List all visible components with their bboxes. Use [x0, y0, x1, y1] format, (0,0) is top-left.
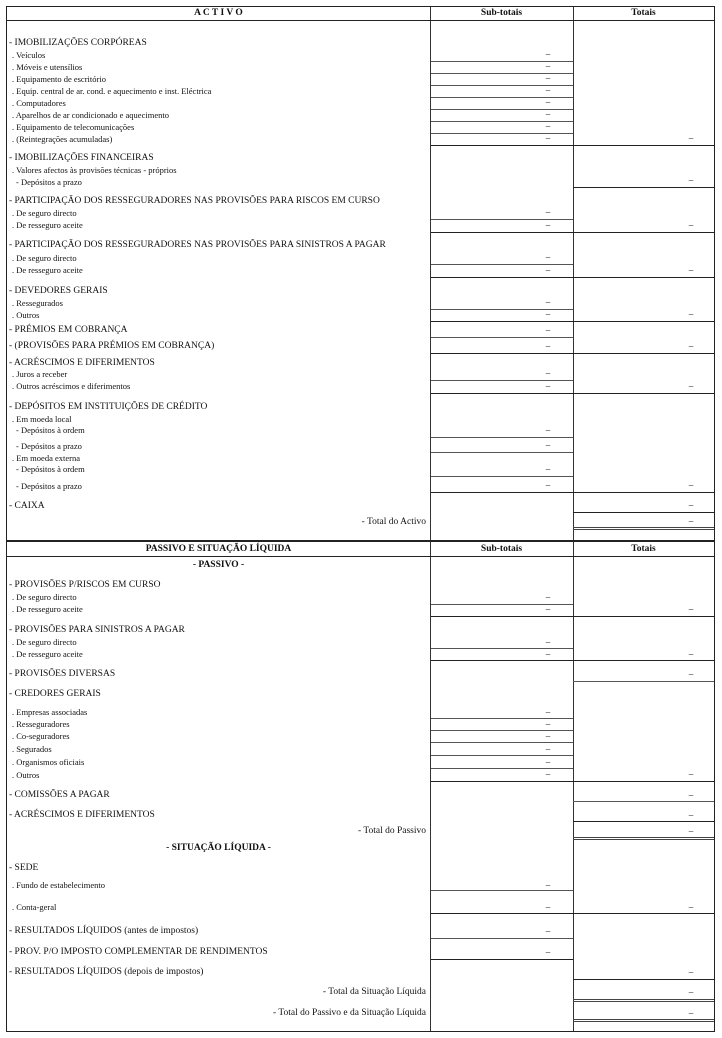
- subtotal-premios-cobranca[interactable]: –: [545, 325, 551, 335]
- section-premios-cobranca: - PRÉMIOS EM COBRANÇA: [9, 325, 128, 335]
- item-computadores: . Computadores: [12, 98, 66, 108]
- item-resseguro-aceite: . De resseguro aceite: [12, 604, 83, 614]
- section-participacao-riscos: - PARTICIPAÇÃO DOS RESSEGURADORES NAS PROVISÕES PARA RISCOS EM CURSO: [9, 196, 380, 206]
- item-telecom: . Equipamento de telecomunicações: [12, 122, 135, 132]
- section-imobilizacoes-corporeas: - IMOBILIZAÇÕES CORPÓREAS: [9, 38, 147, 48]
- row-rule: [431, 742, 573, 743]
- section-comissoes-pagar: - COMISSÕES A PAGAR: [9, 790, 110, 800]
- total-premios[interactable]: –: [688, 341, 694, 351]
- subtotal-computadores[interactable]: –: [545, 97, 551, 107]
- total-credores-gerais[interactable]: –: [688, 769, 694, 779]
- row-rule: [431, 437, 573, 438]
- subtotal-conta-geral[interactable]: –: [545, 902, 551, 912]
- row-rule: [431, 452, 573, 453]
- situacao-liquida-heading: - SITUAÇÃO LÍQUIDA -: [166, 843, 271, 853]
- subtotal-sinistros-seguro-directo[interactable]: –: [545, 252, 551, 262]
- section-rule: [573, 187, 714, 188]
- subtotal-riscos-resseguro-aceite[interactable]: –: [545, 220, 551, 230]
- section-credores-gerais: - CREDORES GERAIS: [9, 689, 101, 699]
- activo-totais-header: Totais: [631, 8, 656, 18]
- total-double-rule: [573, 837, 714, 840]
- total-caixa[interactable]: –: [688, 500, 694, 510]
- section-rule: [431, 321, 714, 322]
- activo-subtotais-header: Sub-totais: [480, 8, 523, 18]
- item-moeda-local: . Em moeda local: [12, 414, 72, 424]
- total-provisoes-sinistros[interactable]: –: [688, 649, 694, 659]
- total-provisoes-diversas[interactable]: –: [688, 669, 694, 679]
- subtotal-co-seguradores[interactable]: –: [545, 731, 551, 741]
- total-devedores-gerais[interactable]: –: [688, 309, 694, 319]
- section-rule: [431, 145, 714, 146]
- row-rule: [573, 512, 714, 513]
- section-prov-imposto: - PROV. P/O IMPOSTO COMPLEMENTAR DE RENDIMENTOS: [9, 947, 268, 957]
- subtotal-moveis[interactable]: –: [545, 61, 551, 71]
- subtotal-p-riscos-aceite[interactable]: –: [545, 604, 551, 614]
- item-seguro-directo: . De seguro directo: [12, 253, 77, 263]
- subtotal-sinistros-resseguro-aceite[interactable]: –: [545, 265, 551, 275]
- subtotal-empresas-associadas[interactable]: –: [545, 707, 551, 717]
- item-resseguradores: . Resseguradores: [12, 719, 70, 729]
- passivo-top-rule: [7, 540, 714, 542]
- section-sede: - SEDE: [9, 863, 39, 873]
- item-organismos-oficiais: . Organismos oficiais: [12, 757, 85, 767]
- item-juros-receber: . Juros a receber: [12, 369, 68, 379]
- total-double-rule: [573, 527, 714, 530]
- subtotal-organismos[interactable]: –: [545, 757, 551, 767]
- total-resultados-depois[interactable]: –: [688, 967, 694, 977]
- section-provisoes-premios: - (PROVISÕES PARA PRÉMIOS EM COBRANÇA): [9, 341, 215, 351]
- item-seguro-directo: . De seguro directo: [12, 637, 77, 647]
- subtotal-p-riscos-directo[interactable]: –: [545, 592, 551, 602]
- subtotal-reintegracoes[interactable]: –: [545, 133, 551, 143]
- total-activo-label: - Total do Activo: [361, 517, 426, 527]
- subtotal-resseguradores[interactable]: –: [545, 719, 551, 729]
- subtotal-aparelhos-ar[interactable]: –: [545, 109, 551, 119]
- subtotal-devedores-outros[interactable]: –: [545, 309, 551, 319]
- total-acrescimos-passivo[interactable]: –: [688, 810, 694, 820]
- subtotal-juros-receber[interactable]: –: [545, 368, 551, 378]
- section-rule: [431, 781, 714, 782]
- item-outros: . Outros: [12, 310, 40, 320]
- subtotal-credores-outros[interactable]: –: [545, 769, 551, 779]
- item-equip-central: . Equip. central de ar. cond. e aquecimento e inst. Eléctrica: [12, 86, 212, 96]
- row-rule: [573, 979, 714, 980]
- item-outros-acrescimos: . Outros acréscimos e diferimentos: [12, 381, 131, 391]
- section-rule: [431, 616, 714, 617]
- section-rule: [431, 277, 714, 278]
- total-imobilizacoes-corporeas[interactable]: –: [688, 133, 694, 143]
- row-rule: [573, 681, 714, 682]
- subtotal-column-divider: [430, 7, 431, 1031]
- total-depositos[interactable]: –: [688, 480, 694, 490]
- item-resseguro-aceite: . De resseguro aceite: [12, 265, 83, 275]
- section-rule: [431, 492, 714, 493]
- total-provisoes-riscos[interactable]: –: [688, 604, 694, 614]
- subtotal-provisoes-premios[interactable]: –: [545, 341, 551, 351]
- section-provisoes-diversas: - PROVISÕES DIVERSAS: [9, 669, 116, 679]
- section-rule: [431, 353, 714, 354]
- section-devedores-gerais: - DEVEDORES GERAIS: [9, 286, 108, 296]
- item-local-deposito-ordem: - Depósitos à ordem: [16, 425, 85, 435]
- total-column-divider: [573, 7, 574, 1031]
- item-seguro-directo: . De seguro directo: [12, 592, 77, 602]
- section-provisoes-sinistros: - PROVISÕES PARA SINISTROS A PAGAR: [9, 625, 185, 635]
- item-outros: . Outros: [12, 770, 40, 780]
- total-activo-value[interactable]: –: [688, 516, 694, 526]
- item-segurados: . Segurados: [12, 744, 52, 754]
- total-participacao-sinistros[interactable]: –: [688, 265, 694, 275]
- item-conta-geral: . Conta-geral: [12, 902, 57, 912]
- row-rule: [431, 476, 573, 477]
- passivo-header-label: PASSIVO E SITUAÇÃO LÍQUIDA: [145, 544, 292, 554]
- section-depositos-instituicoes: - DEPÓSITOS EM INSTITUIÇÕES DE CRÉDITO: [9, 402, 208, 412]
- section-rule: [431, 913, 714, 914]
- total-passivo-value[interactable]: –: [688, 826, 694, 836]
- total-participacao-riscos[interactable]: –: [688, 220, 694, 230]
- subtotal-externa-ordem[interactable]: –: [545, 464, 551, 474]
- total-passivo-label: - Total do Passivo: [357, 826, 426, 836]
- activo-header-rule: [7, 20, 714, 21]
- subtotal-equip-escritorio[interactable]: –: [545, 73, 551, 83]
- total-sede[interactable]: –: [688, 902, 694, 912]
- subtotal-p-sinistros-aceite[interactable]: –: [545, 649, 551, 659]
- row-rule: [573, 801, 714, 802]
- subtotal-p-sinistros-directo[interactable]: –: [545, 637, 551, 647]
- item-ressegurados: . Ressegurados: [12, 298, 63, 308]
- passivo-totais-header: Totais: [631, 544, 656, 554]
- subtotal-local-ordem[interactable]: –: [545, 425, 551, 435]
- passivo-header-rule: [7, 556, 714, 557]
- row-rule: [431, 938, 573, 939]
- section-rule: [431, 393, 714, 394]
- total-acrescimos[interactable]: –: [688, 381, 694, 391]
- section-imobilizacoes-financeiras: - IMOBILIZAÇÕES FINANCEIRAS: [9, 153, 154, 163]
- subtotal-resultados-antes[interactable]: –: [545, 926, 551, 936]
- row-rule: [431, 755, 573, 756]
- subtotal-local-prazo[interactable]: –: [545, 440, 551, 450]
- item-externa-deposito-prazo: - Depósitos a prazo: [16, 481, 82, 491]
- subtotal-equip-central[interactable]: –: [545, 85, 551, 95]
- row-rule: [573, 821, 714, 822]
- passivo-subtotais-header: Sub-totais: [480, 544, 523, 554]
- item-moeda-externa: . Em moeda externa: [12, 453, 80, 463]
- item-seguro-directo: . De seguro directo: [12, 208, 77, 218]
- item-co-seguradores: . Co-seguradores: [12, 731, 70, 741]
- item-valores-afectos: . Valores afectos às provisões técnicas - próprios: [12, 165, 177, 175]
- section-resultados-depois: - RESULTADOS LÍQUIDOS (depois de impostos): [9, 967, 204, 977]
- item-resseguro-aceite: . De resseguro aceite: [12, 649, 83, 659]
- item-empresas-associadas: . Empresas associadas: [12, 707, 88, 717]
- subtotal-ressegurados[interactable]: –: [545, 297, 551, 307]
- item-resseguro-aceite: . De resseguro aceite: [12, 220, 83, 230]
- section-rule: [431, 232, 714, 233]
- section-acrescimos-passivo: - ACRÉSCIMOS E DIFERIMENTOS: [9, 810, 155, 820]
- subtotal-fundo-estabelecimento[interactable]: –: [545, 880, 551, 890]
- row-rule: [431, 959, 573, 960]
- row-rule: [431, 337, 573, 338]
- total-double-rule: [573, 1019, 714, 1022]
- item-moveis: . Móveis e utensílios: [12, 62, 83, 72]
- section-participacao-sinistros: - PARTICIPAÇÃO DOS RESSEGURADORES NAS PROVISÕES PARA SINISTROS A PAGAR: [9, 240, 386, 250]
- activo-header-label: A C T I V O: [194, 8, 243, 18]
- item-equip-escritorio: . Equipamento de escritório: [12, 74, 106, 84]
- section-rule: [431, 660, 714, 661]
- subtotal-riscos-seguro-directo[interactable]: –: [545, 207, 551, 217]
- subtotal-outros-acrescimos[interactable]: –: [545, 381, 551, 391]
- subtotal-prov-imposto[interactable]: –: [545, 947, 551, 957]
- total-situacao-label: - Total da Situação Líquida: [322, 987, 426, 997]
- subtotal-externa-prazo[interactable]: –: [545, 480, 551, 490]
- total-situacao-value[interactable]: –: [688, 987, 694, 997]
- total-geral-value[interactable]: –: [688, 1008, 694, 1018]
- item-reintegracoes: . (Reintegrações acumuladas): [12, 134, 113, 144]
- item-aparelhos-ar: . Aparelhos de ar condicionado e aquecimento: [12, 110, 169, 120]
- item-local-deposito-prazo: - Depósitos a prazo: [16, 441, 82, 451]
- subtotal-telecom[interactable]: –: [545, 121, 551, 131]
- item-fundo-estabelecimento: . Fundo de estabelecimento: [12, 880, 106, 890]
- total-imobilizacoes-financeiras[interactable]: –: [688, 175, 694, 185]
- total-geral-label: - Total do Passivo e da Situação Líquida: [273, 1008, 426, 1018]
- section-resultados-antes: - RESULTADOS LÍQUIDOS (antes de impostos): [9, 926, 199, 936]
- passivo-subheading: - PASSIVO -: [192, 560, 245, 570]
- section-acrescimos-diferimentos: - ACRÉSCIMOS E DIFERIMENTOS: [9, 358, 155, 368]
- section-caixa: - CAIXA: [9, 501, 45, 511]
- item-depositos-prazo: - Depósitos a prazo: [16, 177, 82, 187]
- subtotal-segurados[interactable]: –: [545, 744, 551, 754]
- item-veiculos: . Veículos: [12, 50, 46, 60]
- section-provisoes-riscos: - PROVISÕES P/RISCOS EM CURSO: [9, 580, 161, 590]
- subtotal-veiculos[interactable]: –: [545, 49, 551, 59]
- total-comissoes[interactable]: –: [688, 790, 694, 800]
- total-double-rule: [573, 999, 714, 1002]
- item-externa-deposito-ordem: - Depósitos à ordem: [16, 464, 85, 474]
